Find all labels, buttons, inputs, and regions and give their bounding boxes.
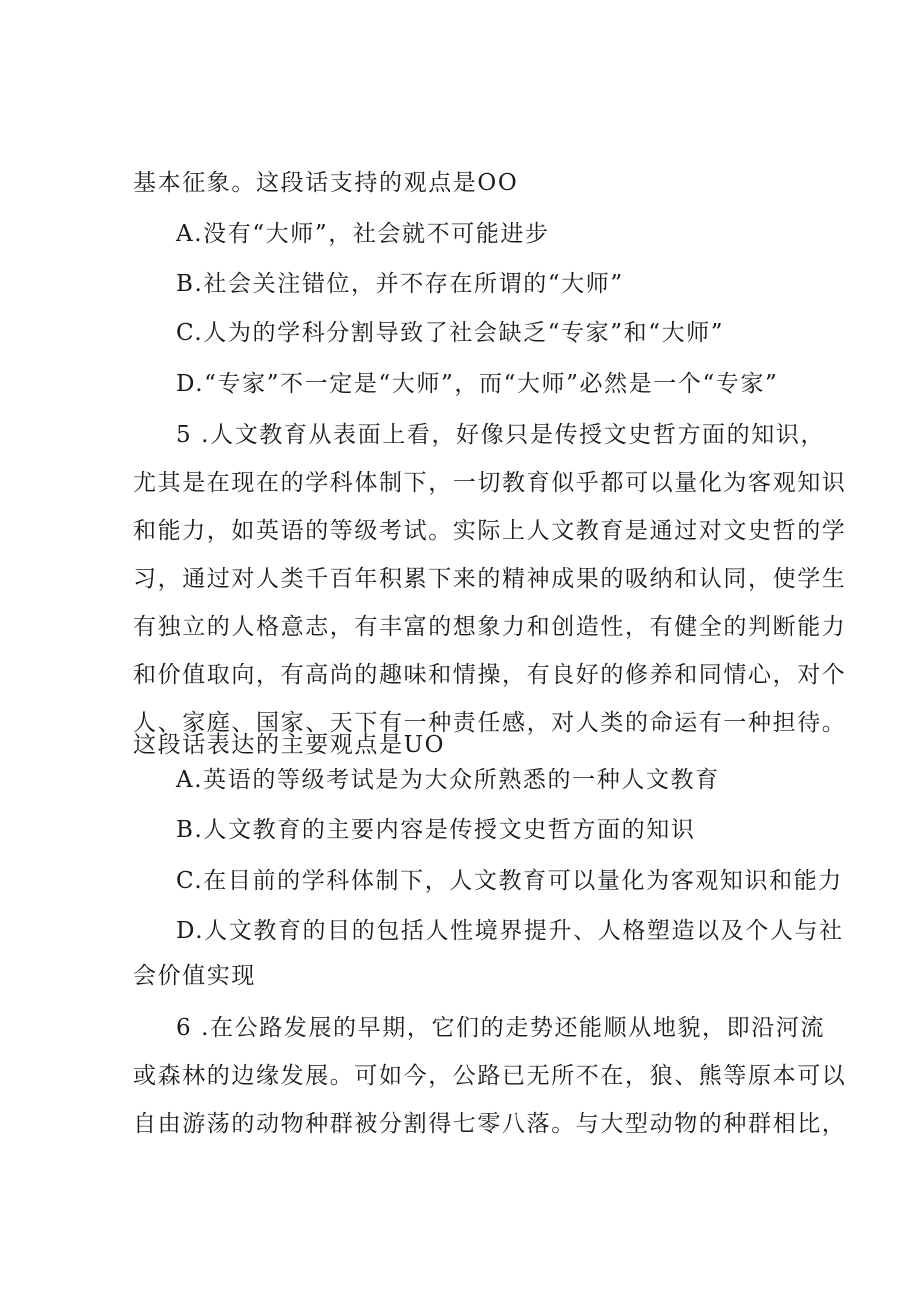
q5-option-b: B.人文教育的主要内容是传授文史哲方面的知识 [176, 817, 696, 843]
q4-option-b: B.社会关注错位，并不存在所谓的“大师” [176, 271, 624, 297]
q5-stem-line: 5 .人文教育从表面上看，好像只是传授文史哲方面的知识， [176, 422, 826, 448]
q5-question-prompt: 这段话表达的主要观点是UO [133, 732, 446, 758]
q6-stem-line: 自由游荡的动物种群被分割得七零八落。与大型动物的种群相比， [133, 1111, 847, 1137]
q6-stem-line: 或森林的边缘发展。可如今，公路已无所不在，狼、熊等原本可以 [133, 1063, 847, 1089]
q5-option-d: D.人文教育的目的包括人性境界提升、人格塑造以及个人与社 [176, 918, 844, 944]
q4-option-a: A.没有“大师”，社会就不可能进步 [176, 221, 550, 247]
q4-option-c: C.人为的学科分割导致了社会缺乏“专家”和“大师” [176, 320, 725, 346]
q4-option-d: D.“专家”不一定是“大师”，而“大师”必然是一个“专家” [176, 371, 779, 397]
q5-stem-line: 尤其是在现在的学科体制下，一切教育似乎都可以量化为客观知识 [133, 470, 847, 496]
q5-stem-line: 习，通过对人类千百年积累下来的精神成果的吸纳和认同，使学生 [133, 566, 847, 592]
q5-option-d-continuation: 会价值实现 [133, 963, 256, 989]
q5-stem-line: 人、家庭、国家、天下有一种责任感，对人类的命运有一种担待。 [133, 710, 847, 736]
q5-option-c: C.在目前的学科体制下，人文教育可以量化为客观知识和能力 [176, 868, 843, 894]
q5-option-a: A.英语的等级考试是为大众所熟悉的一种人文教育 [176, 767, 720, 793]
q4-stem-tail: 基本征象。这段话支持的观点是OO [133, 170, 519, 196]
q5-stem-line: 有独立的人格意志，有丰富的想象力和创造性，有健全的判断能力 [133, 614, 847, 640]
q5-stem-line: 和能力，如英语的等级考试。实际上人文教育是通过对文史哲的学 [133, 518, 847, 544]
q5-stem-line: 和价值取向，有高尚的趣味和情操，有良好的修养和同情心，对个 [133, 662, 847, 688]
q6-stem-line: 6 .在公路发展的早期，它们的走势还能顺从地貌，即沿河流 [176, 1015, 826, 1041]
